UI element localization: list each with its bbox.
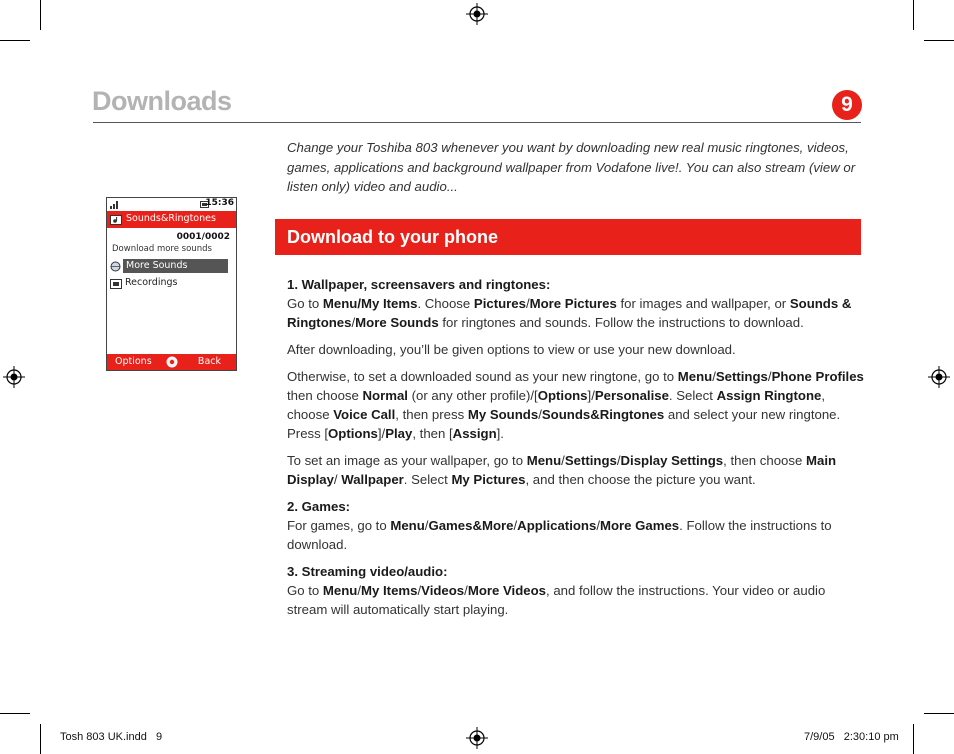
- softkey-options[interactable]: Options: [115, 356, 152, 367]
- crop-mark: [40, 0, 41, 30]
- registration-mark-icon: [928, 366, 950, 388]
- phone-clock: 15:36: [205, 198, 234, 208]
- registration-mark-icon: [466, 727, 488, 749]
- phone-softkey-bar: [107, 354, 236, 370]
- registration-mark-icon: [3, 366, 25, 388]
- folder-music-icon: [110, 214, 122, 225]
- chapter-number-badge: 9: [832, 90, 862, 120]
- phone-list-item-selected[interactable]: [123, 259, 228, 273]
- recording-folder-icon: [110, 278, 122, 289]
- paragraph: Go to Menu/My Items. Choose Pictures/More Pictures for images and wallpaper, or Sounds & Ringtones/More Sounds for ringtones and sounds. Follow the instructions to download.: [287, 296, 852, 330]
- crop-mark: [924, 713, 954, 714]
- phone-item-counter: 0001/0002: [176, 232, 230, 242]
- intro-paragraph: Change your Toshiba 803 whenever you want by downloading new real music ringtones, videos, games, applications and background wallpaper from Vodafone live!. You can also stream (view or listen only) video and audio...: [287, 140, 856, 194]
- paragraph: To set an image as your wallpaper, go to Menu/Settings/Display Settings, then choose Main Display/ Wallpaper. Select My Pictures, and then choose the picture you want.: [287, 453, 837, 487]
- phone-list-item[interactable]: Recordings: [125, 277, 178, 288]
- instructions-body: [287, 275, 865, 627]
- paragraph: For games, go to Menu/Games&More/Applications/More Games. Follow the instructions to download.: [287, 518, 832, 552]
- crop-mark: [913, 724, 914, 754]
- globe-icon: [110, 261, 121, 272]
- crop-mark: [0, 40, 30, 41]
- print-slug-filename: Tosh 803 UK.indd 9: [60, 731, 163, 743]
- section-heading: 3. Streaming video/audio:: [287, 564, 448, 579]
- paragraph: After downloading, you’ll be given options to view or use your new download.: [287, 342, 736, 357]
- phone-caption: Download more sounds: [112, 244, 212, 254]
- section-heading: 1. Wallpaper, screensavers and ringtones:: [287, 277, 551, 292]
- paragraph: Otherwise, to set a downloaded sound as your new ringtone, go to Menu/Settings/Phone Profiles then choose Normal (or any other profile)/[Options]/Personalise. Select Assign Ringtone, choose Voice Call, then press My Sounds/Sounds&Ringtones and select your new ringtone. Press [Options]/Play, then [Assign].: [287, 369, 864, 441]
- crop-mark: [913, 0, 914, 30]
- phone-menu-title: Sounds&Ringtones: [126, 213, 216, 224]
- signal-strength-icon: [110, 200, 119, 209]
- nav-key-icon: [166, 356, 178, 368]
- phone-list-item-label: More Sounds: [126, 260, 188, 271]
- crop-mark: [40, 724, 41, 754]
- phone-screen-illustration: [106, 197, 237, 371]
- softkey-back[interactable]: Back: [197, 356, 221, 367]
- phone-status-bar: [107, 198, 236, 211]
- registration-mark-icon: [466, 3, 488, 25]
- phone-menu-header: [107, 211, 236, 228]
- crop-mark: [924, 40, 954, 41]
- section-band: [275, 219, 861, 255]
- page-title: Downloads: [92, 86, 232, 116]
- section-heading: 2. Games:: [287, 499, 351, 514]
- section-title: Download to your phone: [287, 227, 498, 247]
- paragraph: Go to Menu/My Items/Videos/More Videos, and follow the instructions. Your video or audio stream will automatically start playing.: [287, 583, 826, 617]
- print-slug-timestamp: 7/9/05 2:30:10 pm: [804, 731, 899, 743]
- crop-mark: [0, 713, 30, 714]
- header-divider: [93, 122, 861, 123]
